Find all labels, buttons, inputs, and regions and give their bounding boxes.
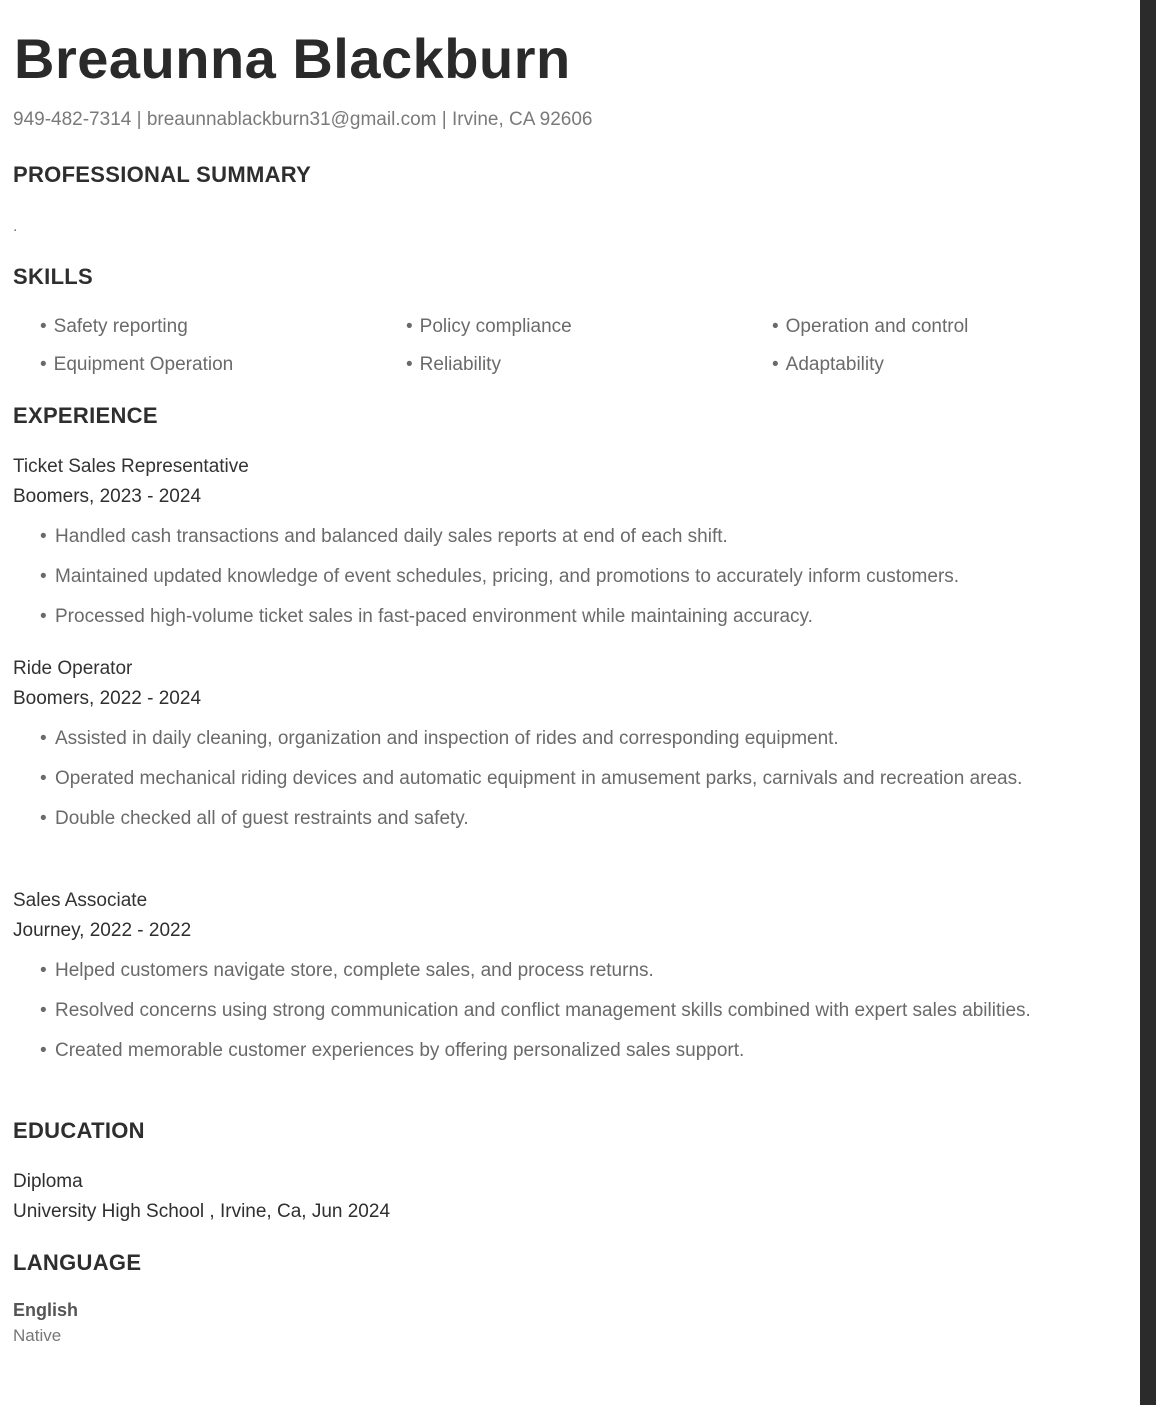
list-item: • Created memorable customer experiences by offering personalized sales support. xyxy=(40,1036,1100,1066)
skill-label: Equipment Operation xyxy=(53,354,234,375)
experience-heading: EXPERIENCE xyxy=(13,403,158,428)
job-employer-dates: Journey, 2022 - 2022 xyxy=(13,920,192,941)
skill-label: Adaptability xyxy=(785,354,884,375)
job-bullets xyxy=(40,724,1100,844)
bullet-icon: • xyxy=(406,354,413,375)
education-school: University High School , Irvine, Ca, Jun 2024 xyxy=(13,1201,391,1222)
skill-label: Reliability xyxy=(419,354,501,375)
list-item: • Processed high-volume ticket sales in fast-paced environment while maintaining accuracy. xyxy=(40,602,1100,632)
summary-text: . xyxy=(13,218,18,235)
summary-heading: PROFESSIONAL SUMMARY xyxy=(13,162,312,187)
skill-label: Safety reporting xyxy=(53,316,188,337)
bullet-icon: • xyxy=(40,316,47,337)
list-item: • Handled cash transactions and balanced daily sales reports at end of each shift. xyxy=(40,522,1100,552)
job-bullets xyxy=(40,522,1100,642)
skill-item xyxy=(772,354,1100,376)
contact-line: 949-482-7314 | breaunnablackburn31@gmail.com | Irvine, CA 92606 xyxy=(13,109,593,130)
skill-label: Policy compliance xyxy=(419,316,572,337)
list-item: • Operated mechanical riding devices and automatic equipment in amusement parks, carnivals and recreation areas. xyxy=(40,764,1100,794)
list-item: • Double checked all of guest restraints and safety. xyxy=(40,804,1100,834)
viewer-edge-bar xyxy=(1140,0,1156,1405)
job-title: Sales Associate xyxy=(13,890,148,911)
language-heading: LANGUAGE xyxy=(13,1250,142,1275)
skill-item xyxy=(40,354,406,376)
bullet-icon: • xyxy=(40,354,47,375)
job-bullets xyxy=(40,956,1100,1076)
candidate-name: Breaunna Blackburn xyxy=(14,27,571,90)
bullet-icon: • xyxy=(772,354,779,375)
job-employer-dates: Boomers, 2022 - 2024 xyxy=(13,688,202,709)
skill-item xyxy=(772,316,1100,338)
education-heading: EDUCATION xyxy=(13,1118,145,1143)
language-level: Native xyxy=(13,1326,62,1345)
skill-label: Operation and control xyxy=(785,316,969,337)
list-item: • Resolved concerns using strong communication and conflict management skills combined with expert sales abilities. xyxy=(40,996,1100,1026)
list-item: • Maintained updated knowledge of event schedules, pricing, and promotions to accurately inform customers. xyxy=(40,562,1100,592)
job-title: Ticket Sales Representative xyxy=(13,456,249,477)
job-employer-dates: Boomers, 2023 - 2024 xyxy=(13,486,202,507)
list-item: • Helped customers navigate store, complete sales, and process returns. xyxy=(40,956,1100,986)
skill-item xyxy=(406,316,772,338)
skill-item xyxy=(406,354,772,376)
education-degree: Diploma xyxy=(13,1171,83,1192)
language-name: English xyxy=(13,1300,79,1320)
bullet-icon: • xyxy=(772,316,779,337)
job-title: Ride Operator xyxy=(13,658,133,679)
list-item: • Assisted in daily cleaning, organization and inspection of rides and corresponding equipment. xyxy=(40,724,1100,754)
skills-heading: SKILLS xyxy=(13,264,94,289)
skill-item xyxy=(40,316,406,338)
skills-list xyxy=(40,316,1100,376)
bullet-icon: • xyxy=(406,316,413,337)
